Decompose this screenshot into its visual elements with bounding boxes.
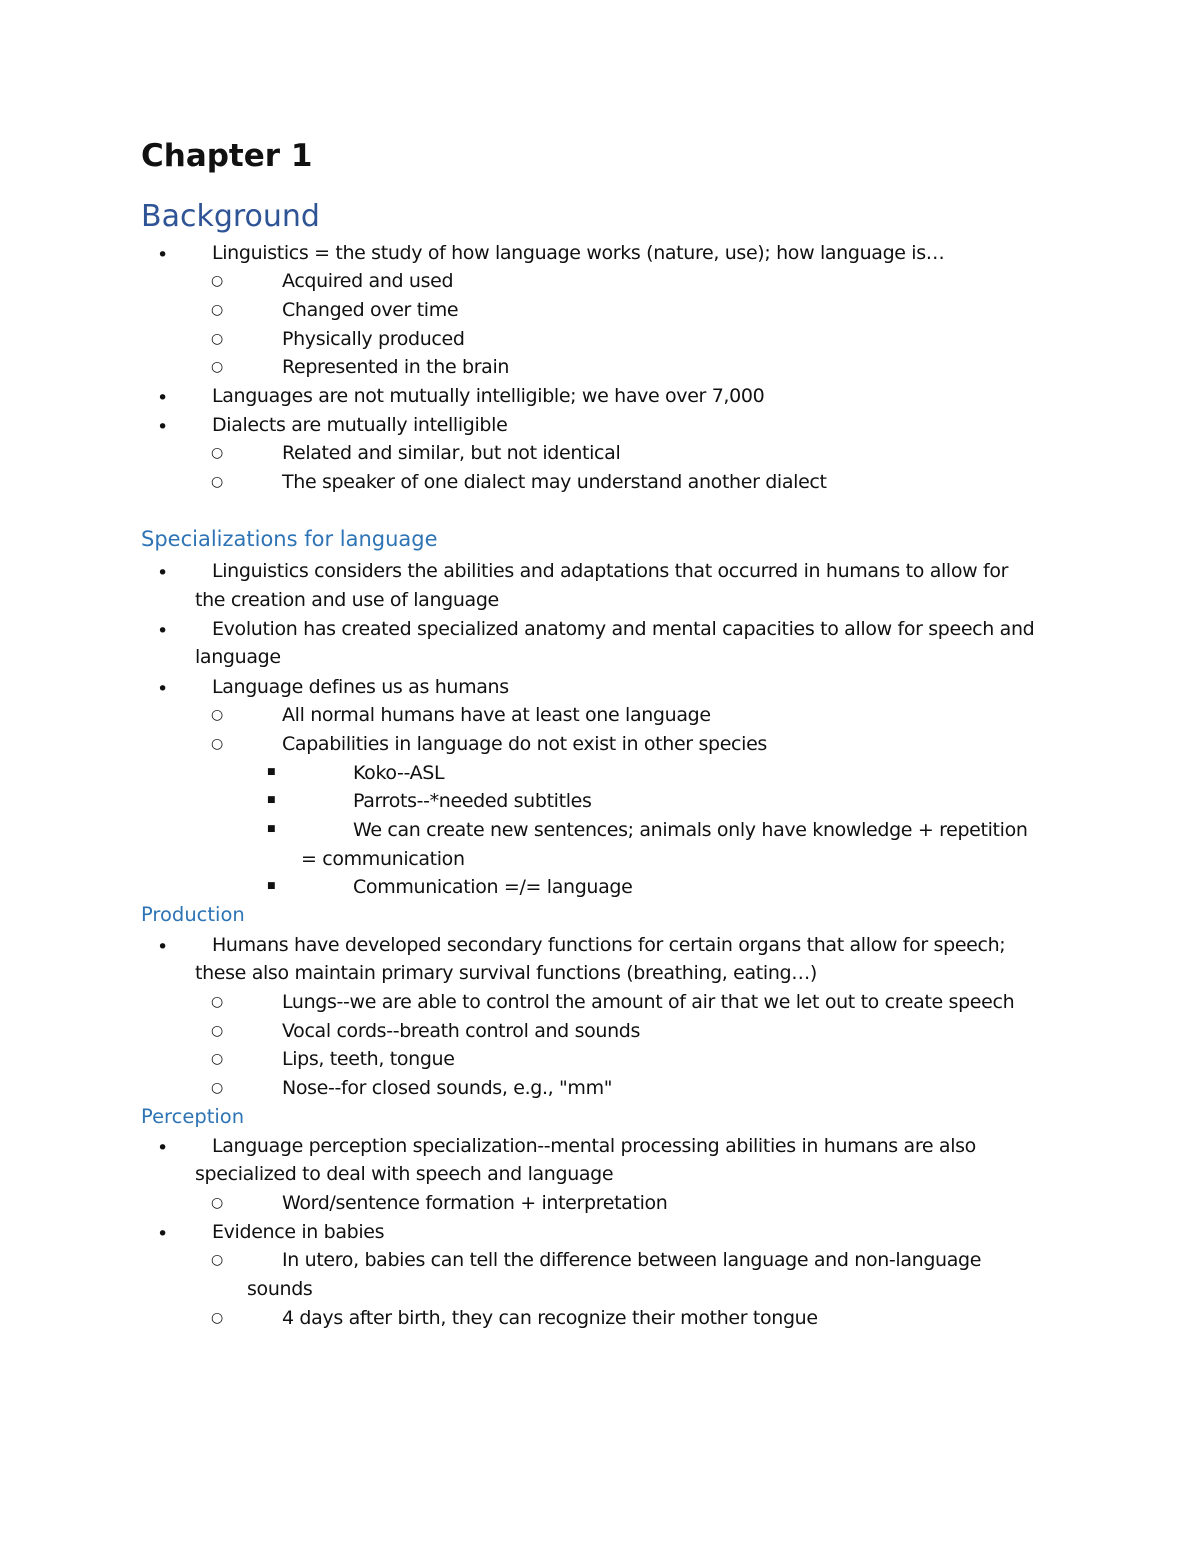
list-item: Related and similar, but not identical — [282, 442, 621, 464]
list-item-continuation: the creation and use of language — [195, 589, 499, 611]
list-item: Changed over time — [282, 299, 459, 321]
list-item: Dialects are mutually intelligible — [212, 414, 508, 436]
list-item: 4 days after birth, they can recognize their mother tongue — [282, 1307, 818, 1329]
bullet-disc-icon: • — [157, 387, 169, 409]
bullet-disc-icon: • — [157, 1137, 169, 1159]
list-item: Language defines us as humans — [212, 676, 509, 698]
section-heading-perception: Perception — [141, 1105, 245, 1128]
bullet-square-icon: ■ — [267, 767, 276, 777]
list-item: Word/sentence formation + interpretation — [282, 1192, 668, 1214]
list-item: Capabilities in language do not exist in other species — [282, 733, 767, 755]
bullet-circle-icon: ○ — [211, 707, 224, 723]
list-item: Languages are not mutually intelligible; we have over 7,000 — [212, 385, 765, 407]
list-item: In utero, babies can tell the difference between language and non-language — [282, 1249, 982, 1271]
bullet-disc-icon: • — [157, 678, 169, 700]
list-item: Physically produced — [282, 328, 465, 350]
bullet-square-icon: ■ — [267, 881, 276, 891]
section-heading-background: Background — [141, 199, 320, 234]
section-heading-specializations: Specializations for language — [141, 527, 438, 551]
list-item: Lungs--we are able to control the amount of air that we let out to create speech — [282, 991, 1015, 1013]
list-item: Language perception specialization--mental processing abilities in humans are also — [212, 1135, 976, 1157]
list-item: Linguistics = the study of how language works (nature, use); how language is… — [212, 242, 945, 264]
list-item: We can create new sentences; animals only have knowledge + repetition — [353, 819, 1028, 841]
page-title: Chapter 1 — [141, 138, 313, 174]
list-item-continuation: these also maintain primary survival functions (breathing, eating…) — [195, 962, 817, 984]
bullet-circle-icon: ○ — [211, 736, 224, 752]
list-item: Communication =/= language — [353, 876, 633, 898]
list-item: The speaker of one dialect may understand another dialect — [282, 471, 827, 493]
list-item: Lips, teeth, tongue — [282, 1048, 455, 1070]
list-item: Evolution has created specialized anatomy and mental capacities to allow for speech and — [212, 618, 1035, 640]
list-item: Vocal cords--breath control and sounds — [282, 1020, 641, 1042]
bullet-disc-icon: • — [157, 1223, 169, 1245]
list-item: Humans have developed secondary functions for certain organs that allow for speech; — [212, 934, 1006, 956]
bullet-circle-icon: ○ — [211, 1023, 224, 1039]
bullet-disc-icon: • — [157, 562, 169, 584]
bullet-circle-icon: ○ — [211, 1252, 224, 1268]
bullet-circle-icon: ○ — [211, 1310, 224, 1326]
bullet-circle-icon: ○ — [211, 1080, 224, 1096]
bullet-circle-icon: ○ — [211, 359, 224, 375]
list-item-continuation: sounds — [247, 1278, 313, 1300]
list-item: Represented in the brain — [282, 356, 510, 378]
bullet-circle-icon: ○ — [211, 445, 224, 461]
bullet-circle-icon: ○ — [211, 1195, 224, 1211]
list-item-continuation: language — [195, 646, 281, 668]
bullet-disc-icon: • — [157, 244, 169, 266]
bullet-circle-icon: ○ — [211, 302, 224, 318]
bullet-square-icon: ■ — [267, 824, 276, 834]
bullet-circle-icon: ○ — [211, 331, 224, 347]
list-item: Koko--ASL — [353, 762, 445, 784]
bullet-disc-icon: • — [157, 936, 169, 958]
bullet-circle-icon: ○ — [211, 474, 224, 490]
bullet-disc-icon: • — [157, 416, 169, 438]
section-heading-production: Production — [141, 903, 245, 926]
bullet-circle-icon: ○ — [211, 994, 224, 1010]
list-item: Nose--for closed sounds, e.g., "mm" — [282, 1077, 613, 1099]
list-item: Acquired and used — [282, 270, 454, 292]
list-item-continuation: specialized to deal with speech and language — [195, 1163, 614, 1185]
list-item: Evidence in babies — [212, 1221, 385, 1243]
list-item: Linguistics considers the abilities and adaptations that occurred in humans to allow for — [212, 560, 1009, 582]
list-item-continuation: = communication — [301, 848, 465, 870]
bullet-square-icon: ■ — [267, 795, 276, 805]
bullet-circle-icon: ○ — [211, 1051, 224, 1067]
list-item: All normal humans have at least one language — [282, 704, 711, 726]
list-item: Parrots--*needed subtitles — [353, 790, 592, 812]
bullet-circle-icon: ○ — [211, 273, 224, 289]
bullet-disc-icon: • — [157, 620, 169, 642]
